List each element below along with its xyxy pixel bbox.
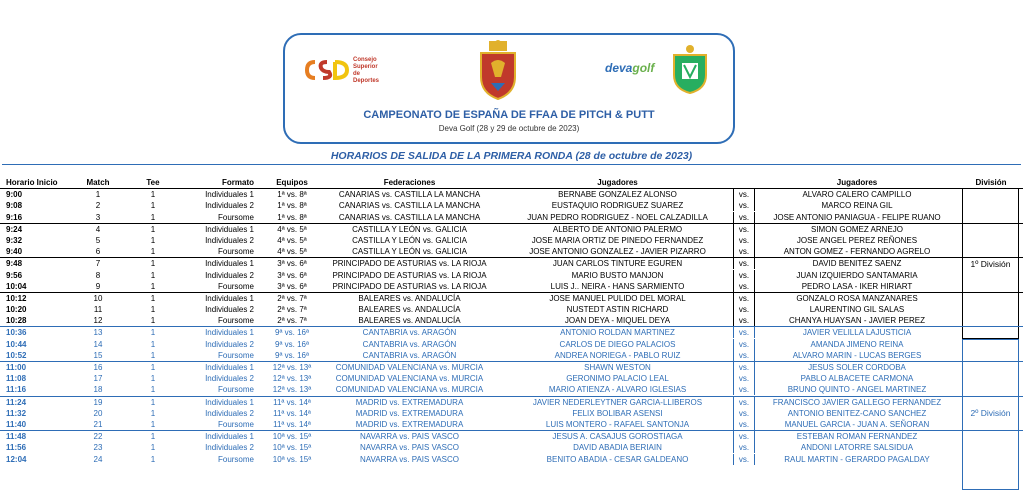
row-format: Individuales 2 <box>205 235 254 245</box>
row-players-2: MANUEL GARCIA - JUAN A. SEÑORAN <box>784 419 930 429</box>
table-row <box>0 223 1023 235</box>
row-players-1: JOAN DEYA - MIQUEL DEYA <box>564 316 671 326</box>
row-players-1: JESUS A. CASAJUS GOROSTIAGA <box>552 432 683 442</box>
table-row <box>0 408 1023 419</box>
row-players-1: CARLOS DE DIEGO PALACIOS <box>559 339 676 349</box>
row-players-1: NUSTEDT ASTIN RICHARD <box>566 305 669 315</box>
row-match: 18 <box>93 385 103 395</box>
row-match: 13 <box>93 328 103 338</box>
row-time: 10:20 <box>6 305 27 315</box>
row-match: 15 <box>93 350 103 360</box>
table-row <box>0 315 1023 326</box>
table-row <box>0 326 1023 338</box>
row-teams: 4ª vs. 5ª <box>277 247 307 257</box>
row-match: 16 <box>93 363 103 372</box>
row-match: 22 <box>93 432 103 442</box>
row-players-2: AMANDA JIMENO REINA <box>810 339 904 349</box>
section-title: HORARIOS DE SALIDA DE LA PRIMERA RONDA (28 de octubre de 2023) <box>330 150 693 162</box>
row-federations: COMUNIDAD VALENCIANA vs. MURCIA <box>335 385 484 395</box>
row-players-2: ANTON GOMEZ - FERNANDO AGRELO <box>783 247 931 257</box>
row-match: 17 <box>93 374 103 384</box>
row-federations: CANTABRIA vs. ARAGÓN <box>362 339 457 349</box>
row-format: Foursome <box>217 350 254 360</box>
row-vs: vs. <box>733 454 755 465</box>
row-match: 7 <box>95 259 101 269</box>
rfeg-crest-logo <box>473 39 523 101</box>
row-match: 24 <box>93 454 103 464</box>
row-teams: 1ª vs. 8ª <box>277 190 307 200</box>
row-vs: vs. <box>733 408 755 419</box>
row-tee: 1 <box>150 374 156 384</box>
row-vs: vs. <box>733 293 755 304</box>
row-federations: CANARIAS vs. CASTILLA LA MANCHA <box>338 212 481 222</box>
row-federations: CANARIAS vs. CASTILLA LA MANCHA <box>338 201 481 211</box>
row-teams: 2ª vs. 7ª <box>277 293 307 303</box>
col-federations: Federaciones <box>383 178 436 187</box>
row-players-2: DAVID BENITEZ SAENZ <box>812 259 902 269</box>
row-players-1: LUIS MONTERO - RAFAEL SANTONJA <box>545 419 690 429</box>
col-division: División <box>975 178 1007 187</box>
row-format: Foursome <box>217 316 254 326</box>
row-players-2: CHANYA HUAYSAN - JAVIER PEREZ <box>788 316 926 326</box>
row-teams: 11ª vs. 14ª <box>273 419 311 429</box>
table-body <box>0 188 1023 465</box>
row-teams: 9ª vs. 16ª <box>275 339 309 349</box>
row-teams: 9ª vs. 16ª <box>275 328 309 338</box>
header-box <box>283 33 735 144</box>
row-format: Individuales 2 <box>205 443 254 453</box>
row-players-1: ANTONIO ROLDAN MARTINEZ <box>560 328 675 338</box>
row-teams: 1ª vs. 8ª <box>277 212 307 222</box>
row-federations: CANTABRIA vs. ARAGÓN <box>362 350 457 360</box>
row-federations: PRINCIPADO DE ASTURIAS vs. LA RIOJA <box>332 270 487 280</box>
csd-logo-icon <box>305 57 351 83</box>
row-players-2: JOSE ANTONIO PANIAGUA - FELIPE RUANO <box>773 212 941 222</box>
row-vs: vs. <box>733 235 755 246</box>
row-match: 5 <box>95 235 101 245</box>
row-vs: vs. <box>733 442 755 453</box>
row-federations: BALEARES vs. ANDALUCÍA <box>358 293 461 303</box>
row-format: Foursome <box>217 281 254 291</box>
row-match: 21 <box>93 419 103 429</box>
col-players-2: Jugadores <box>836 178 878 187</box>
row-players-1: JAVIER NEDERLEYTNER GARCIA-LLIBEROS <box>532 397 703 407</box>
row-players-1: FELIX BOLIBAR ASENSI <box>572 408 663 418</box>
row-time: 11:32 <box>6 408 27 418</box>
row-tee: 1 <box>150 293 156 303</box>
row-time: 10:44 <box>6 339 27 349</box>
row-federations: PRINCIPADO DE ASTURIAS vs. LA RIOJA <box>332 259 487 269</box>
row-format: Individuales 1 <box>205 259 254 269</box>
row-format: Foursome <box>217 385 254 395</box>
row-time: 10:52 <box>6 350 27 360</box>
division-2-label: 2º División <box>970 408 1011 418</box>
csd-text: Consejo Superior de Deportes <box>353 57 380 84</box>
row-players-1: BENITO ABADIA - CESAR GALDEANO <box>546 454 689 464</box>
row-format: Individuales 2 <box>205 270 254 280</box>
row-players-1: JOSE ANTONIO GONZALEZ - JAVIER PIZARRO <box>529 247 706 257</box>
row-format: Individuales 2 <box>205 339 254 349</box>
row-players-1: LUIS J.. NEIRA - HANS SARMIENTO <box>550 281 685 291</box>
row-vs: vs. <box>733 315 755 326</box>
table-row <box>0 350 1023 361</box>
row-tee: 1 <box>150 397 156 407</box>
row-federations: MADRID vs. EXTREMADURA <box>355 397 464 407</box>
row-tee: 1 <box>150 235 156 245</box>
row-federations: COMUNIDAD VALENCIANA vs. MURCIA <box>335 363 484 372</box>
row-match: 23 <box>93 443 103 453</box>
row-teams: 12ª vs. 13ª <box>272 363 312 372</box>
row-players-1: MARIO BUSTO MANJON <box>571 270 664 280</box>
row-match: 6 <box>95 247 101 257</box>
table-row <box>0 200 1023 211</box>
row-format: Foursome <box>217 212 254 222</box>
row-teams: 10ª vs. 15ª <box>272 454 312 464</box>
row-time: 11:16 <box>6 385 27 395</box>
row-format: Individuales 1 <box>205 432 254 442</box>
row-federations: NAVARRA vs. PAIS VASCO <box>360 432 459 442</box>
table-header <box>0 177 1023 188</box>
row-tee: 1 <box>150 339 156 349</box>
page-subtitle: Deva Golf (28 y 29 de octubre de 2023) <box>438 124 580 133</box>
row-match: 8 <box>95 270 101 280</box>
table-row <box>0 373 1023 384</box>
table-row <box>0 281 1023 292</box>
row-tee: 1 <box>150 385 156 395</box>
row-players-1: JUAN PEDRO RODRIGUEZ - NOEL CALZADILLA <box>527 212 708 222</box>
row-vs: vs. <box>733 373 755 384</box>
row-match: 12 <box>93 316 103 326</box>
col-time: Horario Inicio <box>6 178 58 187</box>
row-federations: CASTILLA Y LEÓN vs. GALICIA <box>352 235 467 245</box>
row-players-2: JOSE ANGEL PEREZ REÑONES <box>796 235 918 245</box>
row-tee: 1 <box>150 259 156 269</box>
row-format: Individuales 1 <box>205 328 254 338</box>
row-players-1: ALBERTO DE ANTONIO PALERMO <box>552 224 683 234</box>
row-format: Individuales 2 <box>205 374 254 384</box>
table-row <box>0 257 1023 269</box>
club-crest-icon <box>670 43 710 95</box>
row-match: 19 <box>93 397 103 407</box>
row-players-1: ANDREA NORIEGA - PABLO RUIZ <box>554 350 681 360</box>
table-row <box>0 292 1023 304</box>
row-vs: vs. <box>733 304 755 315</box>
row-federations: CANARIAS vs. CASTILLA LA MANCHA <box>338 190 481 200</box>
table-row <box>0 246 1023 257</box>
row-players-1: JUAN CARLOS TINTURE EGUREN <box>552 259 683 269</box>
row-match: 4 <box>95 224 101 234</box>
row-teams: 11ª vs. 14ª <box>273 408 311 418</box>
table-row <box>0 270 1023 281</box>
row-tee: 1 <box>150 201 156 211</box>
row-format: Individuales 2 <box>205 305 254 315</box>
row-format: Individuales 1 <box>205 190 254 200</box>
row-time: 11:08 <box>6 374 27 384</box>
schedule-table <box>0 177 1023 465</box>
row-vs: vs. <box>733 350 755 361</box>
row-players-2: LAURENTINO GIL SALAS <box>809 305 905 315</box>
row-teams: 12ª vs. 13ª <box>272 385 312 395</box>
row-format: Individuales 1 <box>205 293 254 303</box>
row-match: 1 <box>95 190 101 200</box>
row-time: 11:00 <box>6 363 27 372</box>
row-players-1: JOSE MARIA ORTIZ DE PINEDO FERNANDEZ <box>531 235 704 245</box>
row-federations: COMUNIDAD VALENCIANA vs. MURCIA <box>335 374 484 384</box>
row-time: 10:12 <box>6 293 27 303</box>
row-tee: 1 <box>150 419 156 429</box>
row-format: Foursome <box>217 247 254 257</box>
row-vs: vs. <box>733 270 755 281</box>
row-teams: 1ª vs. 8ª <box>277 201 307 211</box>
row-players-2: ESTEBAN ROMAN FERNANDEZ <box>796 432 918 442</box>
row-vs: vs. <box>733 327 755 338</box>
col-match: Match <box>86 178 110 187</box>
row-tee: 1 <box>150 247 156 257</box>
row-teams: 2ª vs. 7ª <box>277 305 307 315</box>
row-players-2: MARCO REINA GIL <box>821 201 893 211</box>
row-tee: 1 <box>150 350 156 360</box>
col-players-1: Jugadores <box>597 178 638 187</box>
row-vs: vs. <box>733 212 755 223</box>
row-federations: CASTILLA Y LEÓN vs. GALICIA <box>352 247 467 257</box>
table-row <box>0 235 1023 246</box>
table-row <box>0 384 1023 395</box>
row-time: 9:32 <box>6 235 23 245</box>
row-teams: 10ª vs. 15ª <box>272 432 312 442</box>
row-players-1: SHAWN WESTON <box>584 363 651 372</box>
row-players-2: ANDONI LATORRE SALSIDUA <box>800 443 914 453</box>
row-vs: vs. <box>733 339 755 350</box>
row-players-1: BERNABE GONZALEZ ALONSO <box>558 190 677 200</box>
row-teams: 4ª vs. 5ª <box>277 224 307 234</box>
row-time: 9:40 <box>6 247 23 257</box>
table-row <box>0 454 1023 465</box>
row-time: 11:40 <box>6 419 27 429</box>
row-players-2: SIMON GOMEZ ARNEJO <box>810 224 903 234</box>
row-players-2: ALVARO MARIN - LUCAS BERGES <box>792 350 922 360</box>
table-row <box>0 396 1023 408</box>
row-federations: CANTABRIA vs. ARAGÓN <box>362 328 457 338</box>
row-tee: 1 <box>150 305 156 315</box>
row-format: Individuales 1 <box>205 224 254 234</box>
row-players-1: JOSE MANUEL PULIDO DEL MORAL <box>549 293 686 303</box>
row-players-2: ALVARO CALERO CAMPILLO <box>802 190 912 200</box>
row-teams: 3ª vs. 6ª <box>277 281 307 291</box>
csd-logo <box>305 57 385 83</box>
row-time: 9:48 <box>6 259 23 269</box>
row-match: 11 <box>93 305 103 315</box>
table-row <box>0 419 1023 430</box>
row-format: Individuales 2 <box>205 408 254 418</box>
row-vs: vs. <box>733 431 755 442</box>
row-match: 3 <box>95 212 101 222</box>
deva-golf-logo <box>605 61 665 81</box>
row-federations: NAVARRA vs. PAIS VASCO <box>360 454 459 464</box>
col-teams: Equipos <box>276 178 308 187</box>
section-divider <box>2 164 1021 165</box>
row-players-2: JESUS SOLER CORDOBA <box>808 363 906 372</box>
row-tee: 1 <box>150 328 156 338</box>
row-teams: 11ª vs. 14ª <box>273 397 311 407</box>
row-federations: CASTILLA Y LEÓN vs. GALICIA <box>352 224 467 234</box>
table-row <box>0 188 1023 200</box>
row-teams: 4ª vs. 5ª <box>277 235 307 245</box>
row-players-2: JUAN IZQUIERDO SANTAMARIA <box>796 270 918 280</box>
row-vs: vs. <box>733 258 755 269</box>
row-tee: 1 <box>150 363 156 372</box>
division-1-label: 1º División <box>970 259 1011 269</box>
row-time: 10:28 <box>6 316 27 326</box>
row-tee: 1 <box>150 316 156 326</box>
row-time: 9:00 <box>6 190 23 200</box>
row-tee: 1 <box>150 443 156 453</box>
row-teams: 9ª vs. 16ª <box>275 350 309 360</box>
row-players-2: JAVIER VELILLA LAJUSTICIA <box>802 328 912 338</box>
col-format: Formato <box>222 178 254 187</box>
row-vs: vs. <box>733 246 755 257</box>
row-federations: MADRID vs. EXTREMADURA <box>355 419 464 429</box>
table-row <box>0 430 1023 442</box>
row-players-1: GERONIMO PALACIO LEAL <box>566 374 669 384</box>
row-players-1: DAVID ABADIA BERIAIN <box>573 443 662 453</box>
row-time: 10:36 <box>6 328 27 338</box>
row-vs: vs. <box>733 224 755 235</box>
row-time: 10:04 <box>6 281 27 291</box>
row-teams: 2ª vs. 7ª <box>277 316 307 326</box>
row-tee: 1 <box>150 224 156 234</box>
row-federations: PRINCIPADO DE ASTURIAS vs. LA RIOJA <box>332 281 487 291</box>
table-row <box>0 212 1023 223</box>
row-match: 20 <box>93 408 103 418</box>
row-vs: vs. <box>733 397 755 408</box>
row-players-2: ANTONIO BENITEZ-CANO SANCHEZ <box>787 408 927 418</box>
table-row <box>0 304 1023 315</box>
row-time: 11:48 <box>6 432 27 442</box>
row-tee: 1 <box>150 408 156 418</box>
row-tee: 1 <box>150 454 156 464</box>
deva-logo-a: deva <box>605 61 633 75</box>
row-time: 12:04 <box>6 454 27 464</box>
row-format: Foursome <box>217 454 254 464</box>
deva-logo-b: golf <box>632 61 655 75</box>
page-title: CAMPEONATO DE ESPAÑA DE FFAA DE PITCH & PUTT <box>363 109 655 121</box>
row-federations: BALEARES vs. ANDALUCÍA <box>358 305 461 315</box>
row-format: Individuales 1 <box>205 363 254 372</box>
row-federations: NAVARRA vs. PAIS VASCO <box>360 443 459 453</box>
row-federations: MADRID vs. EXTREMADURA <box>355 408 464 418</box>
row-players-1: MARIO ATIENZA - ALVARO IGLESIAS <box>548 385 687 395</box>
row-vs: vs. <box>733 384 755 395</box>
row-tee: 1 <box>150 432 156 442</box>
row-format: Individuales 2 <box>205 201 254 211</box>
row-players-2: GONZALO ROSA MANZANARES <box>796 293 918 303</box>
row-time: 9:16 <box>6 212 23 222</box>
table-row <box>0 442 1023 453</box>
row-federations: BALEARES vs. ANDALUCÍA <box>358 316 461 326</box>
row-tee: 1 <box>150 190 156 200</box>
row-time: 9:08 <box>6 201 23 211</box>
row-players-2: PEDRO LASA - IKER HIRIART <box>801 281 913 291</box>
row-vs: vs. <box>733 200 755 211</box>
row-teams: 3ª vs. 6ª <box>277 270 307 280</box>
row-players-2: RAUL MARTIN - GERARDO PAGALDAY <box>784 454 930 464</box>
row-vs: vs. <box>733 419 755 430</box>
row-match: 14 <box>93 339 103 349</box>
row-time: 11:24 <box>6 397 27 407</box>
row-time: 9:56 <box>6 270 23 280</box>
row-match: 10 <box>93 293 103 303</box>
table-row <box>0 339 1023 350</box>
row-time: 11:56 <box>6 443 27 453</box>
row-vs: vs. <box>733 362 755 373</box>
row-tee: 1 <box>150 270 156 280</box>
row-tee: 1 <box>150 212 156 222</box>
row-format: Foursome <box>217 419 254 429</box>
row-time: 9:24 <box>6 224 23 234</box>
row-match: 9 <box>95 281 101 291</box>
row-teams: 10ª vs. 15ª <box>272 443 312 453</box>
row-match: 2 <box>95 201 101 211</box>
row-format: Individuales 1 <box>205 397 254 407</box>
row-teams: 3ª vs. 6ª <box>277 259 307 269</box>
col-tee: Tee <box>146 178 160 187</box>
table-row <box>0 361 1023 373</box>
club-crest-logo <box>670 43 710 95</box>
row-players-2: PABLO ALBACETE CARMONA <box>800 374 914 384</box>
row-players-1: EUSTAQUIO RODRIGUEZ SUAREZ <box>551 201 684 211</box>
rfeg-crest-icon <box>473 39 523 101</box>
row-vs: vs. <box>733 189 755 200</box>
row-teams: 12ª vs. 13ª <box>272 374 312 384</box>
row-vs: vs. <box>733 281 755 292</box>
row-players-2: BRUNO QUINTO - ANGEL MARTINEZ <box>787 385 927 395</box>
row-tee: 1 <box>150 281 156 291</box>
row-players-2: FRANCISCO JAVIER GALLEGO FERNANDEZ <box>772 397 942 407</box>
